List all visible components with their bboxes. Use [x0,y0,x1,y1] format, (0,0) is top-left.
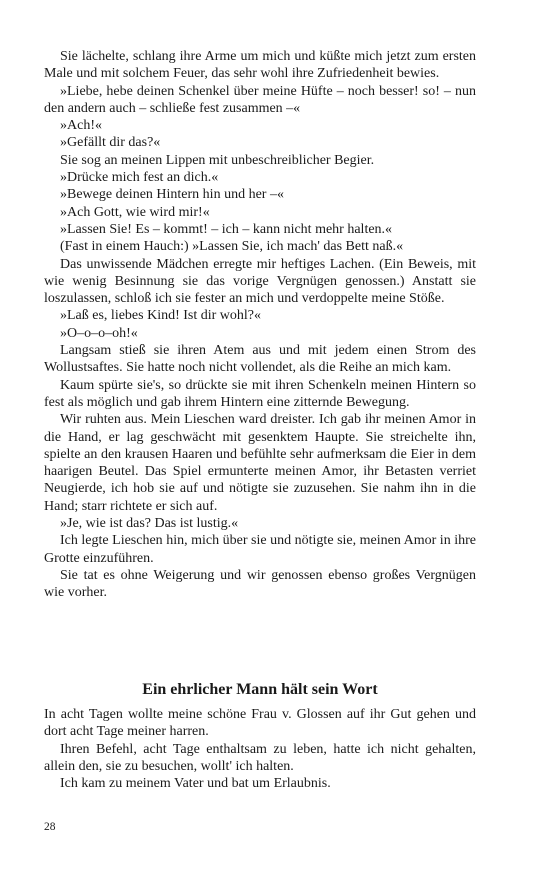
paragraph: Sie sog an meinen Lippen mit unbeschreiblicher Begier. [60,152,375,168]
paragraph: Ich legte Lieschen hin, mich über sie und nötigte sie, meinen Amor in ihre Grotte einzuführen. [44,533,476,566]
paragraph: »Liebe, hebe deinen Schenkel über meine Hüfte – noch besser! so! – nun den andern auch – schließe fest zusammen –« [44,83,476,116]
paragraph: »Bewege deinen Hintern hin und her –« [60,187,284,203]
paragraph: Sie tat es ohne Weigerung und wir genossen ebenso großes Vergnügen wie vorher. [44,567,476,601]
paragraph: »Ach!« [60,118,102,134]
paragraph: »Drücke mich fest an dich.« [60,170,219,186]
paragraph: In acht Tagen wollte meine schöne Frau v. Glossen auf ihr Gut gehen und dort acht Tage meiner harren. [44,707,476,740]
paragraph: Sie lächelte, schlang ihre Arme um mich und küßte mich jetzt zum ersten Male und mit solchem Feuer, das sehr wohl ihre Zufriedenheit bewies. [44,49,476,82]
body-text [44,48,476,602]
paragraph: Kaum spürte sie's, so drückte sie mit ihren Schenkeln meinen Hintern so fest als möglich und gab ihrem Hintern eine zitternde Bewegung. [44,377,476,410]
section-heading: Ein ehrlicher Mann hält sein Wort [142,681,378,698]
paragraph: Langsam stieß sie ihren Atem aus und mit jedem einen Strom des Wollustsaftes. Sie hatte noch nicht vollendet, als die Reihe an mich kam. [44,343,476,376]
paragraph: Ihren Befehl, acht Tage enthaltsam zu leben, hatte ich nicht gehalten, allein den, sie zu besuchen, wollt' ich halten. [44,741,476,774]
paragraph: »Laß es, liebes Kind! Ist dir wohl?« [60,308,262,324]
paragraph: »O–o–o–oh!« [60,325,138,341]
paragraph: Wir ruhten aus. Mein Lieschen ward dreister. Ich gab ihr meinen Amor in die Hand, er lag geschwächt mit gesenktem Haupte. Sie streichelte ihn, spielte an den krausen Haaren und befühlte sehr aufmerksam die Eier in dem haarigen Beutel. Das Spiel ermunterte meinen Amor, ihr Betasten verriet Neugierde, ich hob sie auf und nötigte sie zuzusehen. Sie nahm ihn in die Hand; starr richtete er sich auf. [44,412,476,514]
paragraph: Ich kam zu meinem Vater und bat um Erlaubnis. [60,776,331,792]
paragraph: (Fast in einem Hauch:) »Lassen Sie, ich mach' das Bett naß.« [60,239,404,255]
paragraph: »Ach Gott, wie wird mir!« [60,204,210,220]
section-text [44,706,476,792]
paragraph: »Gefällt dir das?« [60,135,161,151]
paragraph: »Lassen Sie! Es – kommt! – ich – kann nicht mehr halten.« [60,221,393,237]
paragraph: »Je, wie ist das? Das ist lustig.« [60,516,239,532]
paragraph: Das unwissende Mädchen erregte mir heftiges Lachen. (Ein Beweis, mit wie wenig Besinnung sie das vorige Vergnügen genossen.) Anstatt sie loszulassen, schloß ich sie fester an mich und verdoppelte meine Stöße. [44,256,476,307]
page-number: 28 [44,821,56,833]
